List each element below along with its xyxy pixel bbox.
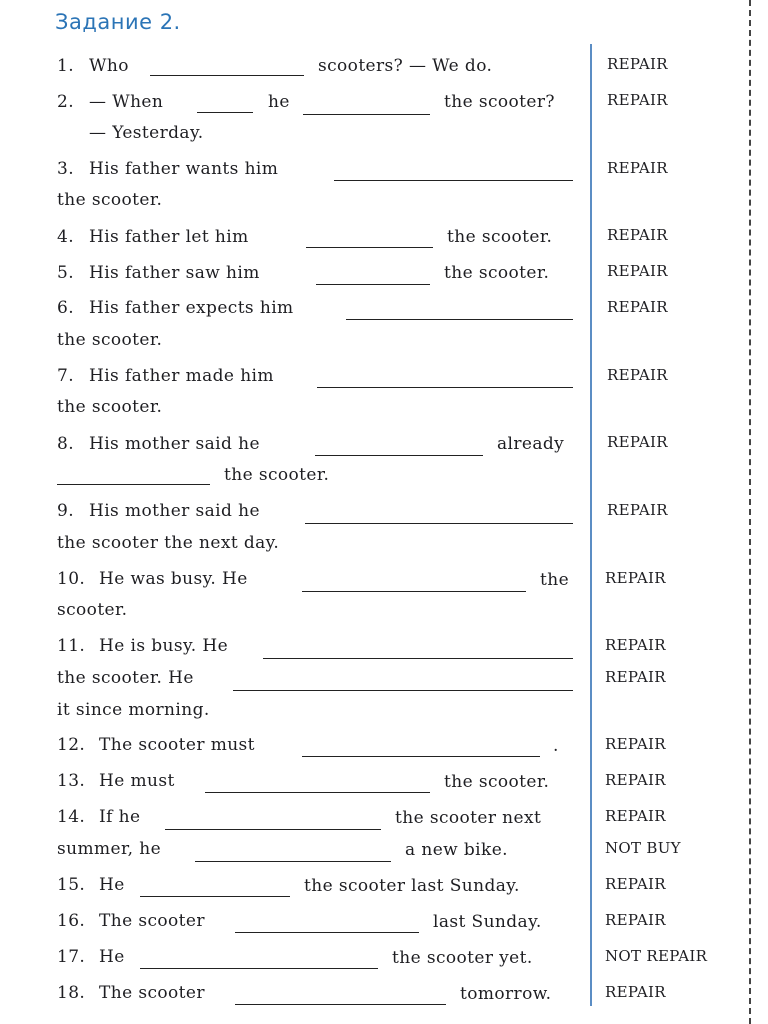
verb-hint: NOT REPAIR xyxy=(605,947,708,965)
item-number: 13. xyxy=(57,771,86,791)
verb-hint: NOT BUY xyxy=(605,839,681,857)
verb-hint: REPAIR xyxy=(607,159,668,177)
sentence-text: He must xyxy=(99,771,175,791)
answer-blank[interactable] xyxy=(306,247,433,248)
answer-blank[interactable] xyxy=(197,112,253,113)
answer-blank[interactable] xyxy=(334,180,573,181)
answer-blank[interactable] xyxy=(140,896,290,897)
item-number: 12. xyxy=(57,735,86,755)
sentence-text: The scooter xyxy=(99,983,205,1003)
sentence-text: The scooter must xyxy=(99,735,255,755)
sentence-text: the scooter. xyxy=(444,772,550,792)
answer-blank[interactable] xyxy=(303,114,430,115)
sentence-text: If he xyxy=(99,807,141,827)
answer-blank[interactable] xyxy=(140,968,378,969)
answer-blank[interactable] xyxy=(205,792,430,793)
sentence-text: the xyxy=(540,570,570,590)
sentence-text: the scooter. He xyxy=(57,668,194,688)
sentence-text: the scooter. xyxy=(57,330,163,350)
item-number: 2. xyxy=(57,92,75,112)
verb-hint: REPAIR xyxy=(607,55,668,73)
verb-hint: REPAIR xyxy=(605,875,666,893)
sentence-text: His father saw him xyxy=(89,263,260,283)
answer-blank[interactable] xyxy=(235,932,419,933)
verb-hint: REPAIR xyxy=(605,911,666,929)
answer-blank[interactable] xyxy=(235,1004,446,1005)
verb-hint: REPAIR xyxy=(607,501,668,519)
answer-blank[interactable] xyxy=(233,690,573,691)
item-number: 8. xyxy=(57,434,75,454)
item-number: 15. xyxy=(57,875,86,895)
verb-hint: REPAIR xyxy=(607,226,668,244)
sentence-text: — Yesterday. xyxy=(89,123,204,143)
item-number: 14. xyxy=(57,807,86,827)
verb-hint: REPAIR xyxy=(607,262,668,280)
sentence-text: scooters? — We do. xyxy=(318,56,493,76)
item-number: 7. xyxy=(57,366,75,386)
answer-blank[interactable] xyxy=(305,523,573,524)
verb-hint: REPAIR xyxy=(605,668,666,686)
verb-hint: REPAIR xyxy=(605,636,666,654)
sentence-text: scooter. xyxy=(57,600,128,620)
sentence-text: The scooter xyxy=(99,911,205,931)
item-number: 1. xyxy=(57,56,75,76)
sentence-text: the scooter? xyxy=(444,92,555,112)
item-number: 9. xyxy=(57,501,75,521)
answer-blank[interactable] xyxy=(57,484,210,485)
sentence-text: His mother said he xyxy=(89,501,260,521)
sentence-text: the scooter. xyxy=(444,263,550,283)
sentence-text: He is busy. He xyxy=(99,636,229,656)
sentence-text: the scooter. xyxy=(224,465,330,485)
sentence-text: a new bike. xyxy=(405,840,508,860)
sentence-text: tomorrow. xyxy=(460,984,552,1004)
sentence-text: He was busy. He xyxy=(99,569,248,589)
answer-blank[interactable] xyxy=(302,591,526,592)
sentence-text: the scooter next xyxy=(395,808,542,828)
sentence-text: the scooter. xyxy=(447,227,553,247)
verb-hint: REPAIR xyxy=(605,569,666,587)
answer-blank[interactable] xyxy=(346,319,573,320)
cut-line xyxy=(749,0,751,1024)
item-number: 5. xyxy=(57,263,75,283)
verb-hint: REPAIR xyxy=(607,298,668,316)
page-title: Задание 2. xyxy=(55,10,181,34)
sentence-text: His mother said he xyxy=(89,434,260,454)
item-number: 18. xyxy=(57,983,86,1003)
answer-blank[interactable] xyxy=(263,658,573,659)
sentence-text: the scooter the next day. xyxy=(57,533,280,553)
sentence-text: the scooter last Sunday. xyxy=(304,876,520,896)
item-number: 16. xyxy=(57,911,86,931)
sentence-text: — When xyxy=(89,92,164,112)
sentence-text: His father made him xyxy=(89,366,274,386)
verb-hint: REPAIR xyxy=(605,983,666,1001)
item-number: 4. xyxy=(57,227,75,247)
verb-hint: REPAIR xyxy=(607,433,668,451)
answer-blank[interactable] xyxy=(317,387,573,388)
verb-hint: REPAIR xyxy=(607,91,668,109)
answer-blank[interactable] xyxy=(302,756,540,757)
column-divider xyxy=(590,44,592,1006)
verb-hint: REPAIR xyxy=(605,735,666,753)
verb-hint: REPAIR xyxy=(607,366,668,384)
sentence-text: He xyxy=(99,947,125,967)
item-number: 3. xyxy=(57,159,75,179)
sentence-text: already xyxy=(497,434,565,454)
verb-hint: REPAIR xyxy=(605,807,666,825)
sentence-text: . xyxy=(553,736,559,756)
sentence-text: the scooter. xyxy=(57,190,163,210)
sentence-text: His father wants him xyxy=(89,159,279,179)
sentence-text: the scooter yet. xyxy=(392,948,533,968)
sentence-text: His father expects him xyxy=(89,298,294,318)
answer-blank[interactable] xyxy=(195,861,391,862)
sentence-text: Who xyxy=(89,56,129,76)
item-number: 6. xyxy=(57,298,75,318)
sentence-text: it since morning. xyxy=(57,700,210,720)
sentence-text: His father let him xyxy=(89,227,249,247)
verb-hint: REPAIR xyxy=(605,771,666,789)
sentence-text: summer, he xyxy=(57,839,162,859)
answer-blank[interactable] xyxy=(315,455,483,456)
item-number: 17. xyxy=(57,947,86,967)
answer-blank[interactable] xyxy=(165,829,381,830)
answer-blank[interactable] xyxy=(150,75,304,76)
item-number: 11. xyxy=(57,636,86,656)
sentence-text: he xyxy=(268,92,290,112)
sentence-text: He xyxy=(99,875,125,895)
sentence-text: the scooter. xyxy=(57,397,163,417)
sentence-text: last Sunday. xyxy=(433,912,542,932)
answer-blank[interactable] xyxy=(316,284,430,285)
item-number: 10. xyxy=(57,569,86,589)
